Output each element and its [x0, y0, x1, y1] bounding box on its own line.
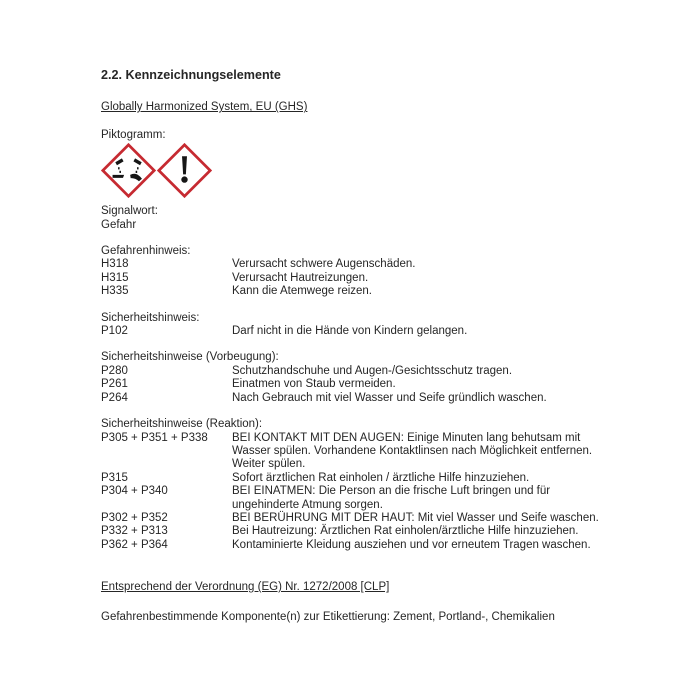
hazard-code: H318 — [101, 258, 129, 271]
precaution-text: BEI EINATMEN: Die Person an die frische Luft bringen und für ungehinderte Atmung sorgen. — [232, 485, 551, 511]
precaution-response-rows — [101, 432, 609, 553]
precaution-code: P305 + P351 + P338 — [101, 431, 208, 444]
signal-word-label: Signalwort: — [101, 205, 158, 218]
hazard-statements-rows — [101, 258, 609, 298]
precaution-code: P315 — [101, 471, 128, 484]
precaution-response-block — [101, 418, 609, 552]
precaution-text: Sofort ärztlichen Rat einholen / ärztliche Hilfe hinzuziehen. — [232, 471, 530, 484]
hazard-statements-label: Gefahrenhinweis: — [101, 245, 191, 258]
precaution-code: P261 — [101, 378, 128, 391]
precaution-text: Einatmen von Staub vermeiden. — [232, 378, 396, 391]
precaution-text: BEI KONTAKT MIT DEN AUGEN: Einige Minuten lang behutsam mit Wasser spülen. Vorhandene Kontaktlinsen nach Möglichkeit entfernen. Weiter spülen. — [232, 431, 593, 471]
precaution-code: P102 — [101, 325, 128, 338]
precaution-code: P304 + P340 — [101, 485, 168, 498]
precaution-text: Kontaminierte Kleidung ausziehen und vor erneutem Tragen waschen. — [232, 538, 591, 551]
ghs05-corrosion-icon — [101, 143, 156, 198]
precaution-text: BEI BERÜHRUNG MIT DER HAUT: Mit viel Wasser und Seife waschen. — [232, 511, 599, 524]
precaution-response-label: Sicherheitshinweise (Reaktion): — [101, 418, 263, 431]
regulation-title: Entsprechend der Verordnung (EG) Nr. 1272/2008 [CLP] — [101, 581, 390, 594]
hazard-text: Kann die Atemwege reizen. — [232, 285, 373, 298]
precaution-code: P264 — [101, 391, 128, 404]
precaution-text: Bei Hautreizung: Ärztlichen Rat einholen/ärztliche Hilfe hinzuziehen. — [232, 525, 579, 538]
hazard-statements-block — [101, 245, 609, 299]
precaution-text: Darf nicht in die Hände von Kindern gelangen. — [232, 325, 468, 338]
precaution-text: Nach Gebrauch mit viel Wasser und Seife gründlich waschen. — [232, 391, 547, 404]
hazard-text: Verursacht Hautreizungen. — [232, 271, 369, 284]
precaution-general-rows — [101, 325, 609, 338]
precaution-code: P302 + P352 — [101, 511, 168, 524]
ghs07-exclamation-icon — [157, 143, 212, 198]
hazard-text: Verursacht schwere Augenschäden. — [232, 258, 416, 271]
precaution-code: P280 — [101, 364, 128, 377]
precaution-code: P332 + P313 — [101, 525, 168, 538]
precaution-prevention-block — [101, 351, 609, 405]
precaution-code: P362 + P364 — [101, 538, 168, 551]
hazard-code: H335 — [101, 285, 129, 298]
precaution-prevention-label: Sicherheitshinweise (Vorbeugung): — [101, 351, 279, 364]
pictogram-label: Piktogramm: — [101, 128, 166, 141]
pictogram-row — [101, 143, 609, 198]
hazard-code: H315 — [101, 271, 129, 284]
precaution-general-block — [101, 312, 609, 339]
hazard-components-line: Gefahrenbestimmende Komponente(n) zur Etikettierung: Zement, Portland-, Chemikalien — [101, 610, 555, 623]
signal-word-value: Gefahr — [101, 218, 137, 231]
precaution-prevention-rows — [101, 365, 609, 405]
labelling-elements-section — [101, 69, 609, 624]
ghs-subtitle: Globally Harmonized System, EU (GHS) — [101, 101, 308, 114]
precaution-general-label: Sicherheitshinweis: — [101, 311, 200, 324]
precaution-text: Schutzhandschuhe und Augen-/Gesichtsschutz tragen. — [232, 364, 513, 377]
section-title: 2.2. Kennzeichnungselemente — [101, 68, 281, 82]
signal-word-block — [101, 205, 609, 232]
